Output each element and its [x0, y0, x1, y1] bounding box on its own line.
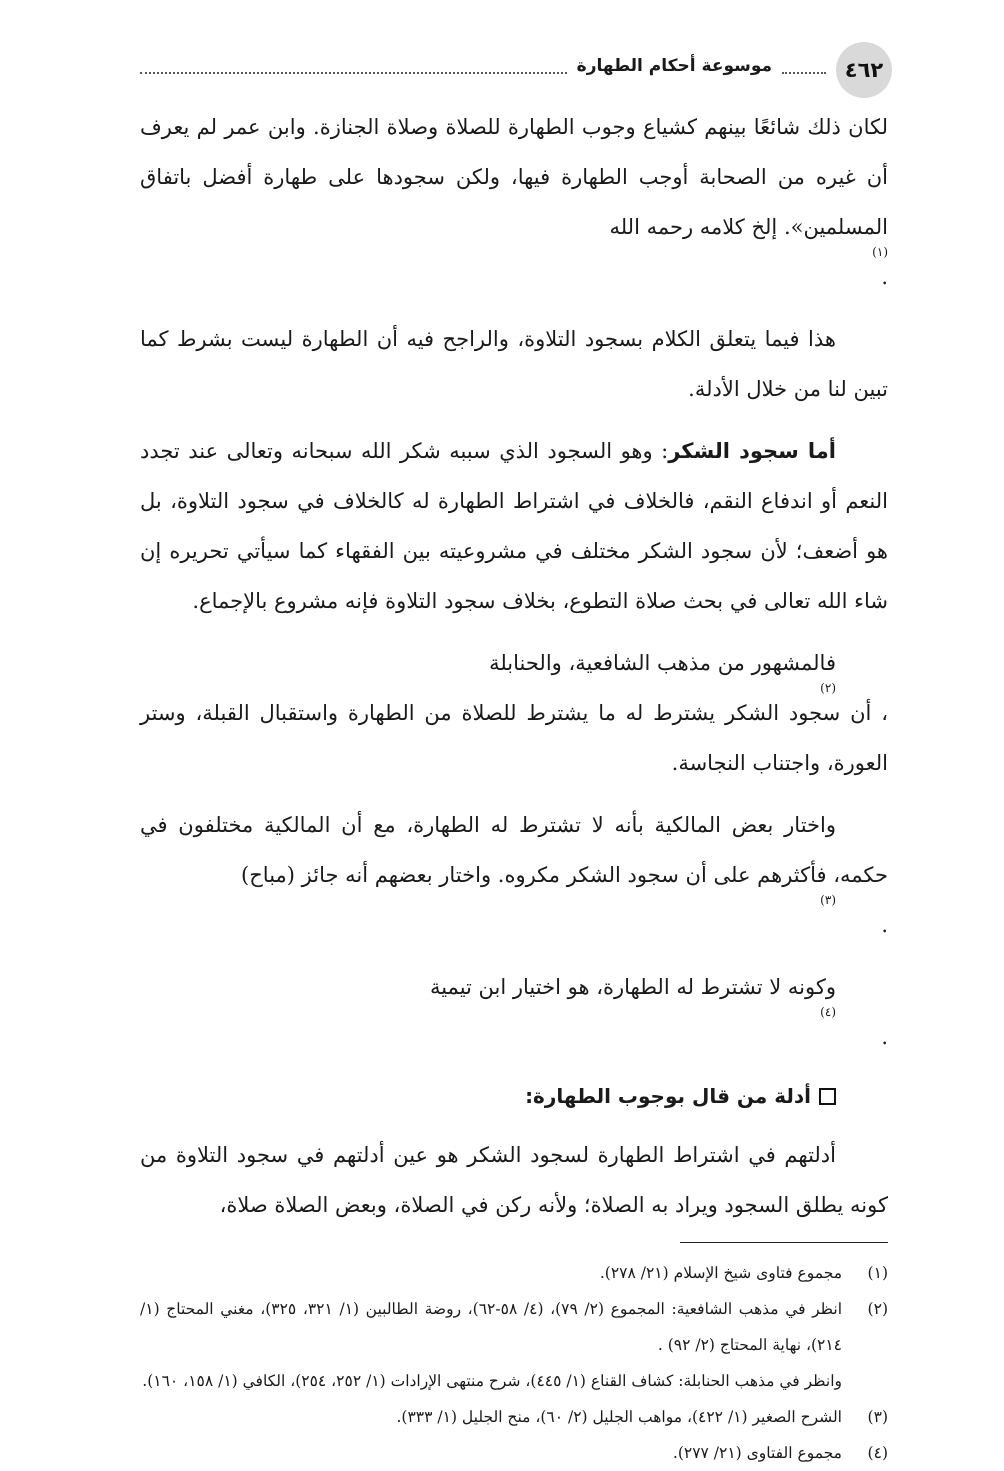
footnote-4 — [140, 1435, 888, 1471]
paragraph-6-text-a: وكونه لا تشترط له الطهارة، هو اختيار ابن تيمية — [429, 975, 836, 999]
footnote-number: (١) — [867, 1264, 888, 1282]
page-header — [140, 40, 888, 102]
footnote-3 — [140, 1399, 888, 1435]
running-title-row — [140, 56, 826, 76]
book-page — [140, 40, 888, 1471]
paragraph-2: هذا فيما يتعلق الكلام بسجود التلاوة، والراجح فيه أن الطهارة ليست بشرط كما تبين لنا من خلال الأدلة. — [140, 327, 888, 401]
page-number-badge — [836, 42, 892, 98]
paragraph-3 — [140, 426, 888, 626]
footnote-text: وانظر في مذهب الحنابلة: كشاف القناع (١/ ٤٤٥)، شرح منتهى الإرادات (١/ ٢٥٢، ٢٥٤)، الكافي (١/ ١٥٨، ١٦٠). — [142, 1372, 842, 1390]
section-heading-text: أدلة من قال بوجوب الطهارة: — [525, 1084, 811, 1108]
paragraph-4: فالمشهور من مذهب الشافعية، والحنابلة (٢) ، أن سجود الشكر يشترط له ما يشترط للصلاة من الطهارة واستقبال القبلة، وستر العورة، واجتناب النجاسة. — [140, 651, 888, 775]
footnote-separator — [680, 1242, 888, 1243]
footnote-2 — [140, 1291, 888, 1399]
paragraph-3-text: : وهو السجود الذي سببه شكر الله سبحانه وتعالى عند تجدد النعم أو اندفاع النقم، فالخلاف في اشتراط الطهارة له كالخلاف في سجود التلاوة، بل هو أضعف؛ لأن سجود الشكر مختلف في مشروعيته بين الفقهاء كما سيأتي تحريره إن شاء الله تعالى في بحث صلاة التطوع، بخلاف سجود التلاوة فإنه مشروع بالإجماع. — [140, 439, 888, 613]
square-bullet-icon — [819, 1088, 836, 1105]
paragraph-5-text-a: واختار بعض المالكية بأنه لا تشترط له الطهارة، مع أن المالكية مختلفون في حكمه، فأكثرهم على أن سجود الشكر مكروه. واختار بعضهم أنه جائز (مباح) — [140, 813, 888, 887]
paragraph-5-text-b: . — [881, 913, 888, 937]
dotted-leader-left — [140, 58, 567, 74]
section-heading — [140, 1074, 836, 1118]
paragraph-1-text: لكان ذلك شائعًا بينهم كشياع وجوب الطهارة للصلاة وصلاة الجنازة. وابن عمر لم يعرف أن غيره من الصحابة أوجب الطهارة فيها، ولكن سجودها على طهارة أفضل باتفاق المسلمين». إلخ كلامه رحمه الله — [140, 115, 888, 239]
footnote-number: (٢) — [867, 1300, 888, 1318]
paragraph-1-end: . — [881, 265, 888, 289]
page-number: ٤٦٢ — [844, 58, 884, 82]
footnote-1 — [140, 1255, 888, 1291]
paragraph-4-text-a: فالمشهور من مذهب الشافعية، والحنابلة — [489, 651, 836, 675]
footnote-text: انظر في مذهب الشافعية: المجموع (٢/ ٧٩)، (٤/ ٥٨-٦٢)، روضة الطالبين (١/ ٣٢١، ٣٢٥)، مغني المحتاج (١/ ٢١٤)، نهاية المحتاج (٢/ ٩٢) . — [140, 1300, 843, 1354]
paragraph-1: لكان ذلك شائعًا بينهم كشياع وجوب الطهارة للصلاة وصلاة الجنازة. وابن عمر لم يعرف أن غيره من الصحابة أوجب الطهارة فيها، ولكن سجودها على طهارة أفضل باتفاق المسلمين». إلخ كلامه رحمه الله (١) . — [140, 115, 888, 289]
paragraph-5: واختار بعض المالكية بأنه لا تشترط له الطهارة، مع أن المالكية مختلفون في حكمه، فأكثرهم على أن سجود الشكر مكروه. واختار بعضهم أنه جائز (مباح) (٣) . — [140, 813, 888, 937]
paragraph-6: وكونه لا تشترط له الطهارة، هو اختيار ابن تيمية (٤) . — [429, 975, 888, 1049]
footnote-number: (٤) — [867, 1444, 888, 1462]
footnote-text: الشرح الصغير (١/ ٤٢٢)، مواهب الجليل (٢/ ٦٠)، منح الجليل (١/ ٣٣٣). — [396, 1408, 842, 1426]
footnote-number: (٣) — [867, 1408, 888, 1426]
footnote-text: مجموع فتاوى شيخ الإسلام (٢١/ ٢٧٨). — [599, 1264, 842, 1282]
paragraph-3-lead: أما سجود الشكر — [668, 439, 836, 463]
paragraph-7: أدلتهم في اشتراط الطهارة لسجود الشكر هو عين أدلتهم في سجود التلاوة من كونه يطلق السجود ويراد به الصلاة؛ ولأنه ركن في الصلاة، وبعض الصلاة صلاة، — [140, 1143, 888, 1217]
footnote-text: مجموع الفتاوى (٢١/ ٢٧٧). — [672, 1444, 842, 1462]
running-title: موسوعة أحكام الطهارة — [576, 56, 772, 76]
paragraph-4-text-b: ، أن سجود الشكر يشترط له ما يشترط للصلاة من الطهارة واستقبال القبلة، وستر العورة، واجتناب النجاسة. — [140, 701, 888, 775]
paragraph-6-text-b: . — [881, 1025, 888, 1049]
dotted-leader-right — [782, 58, 826, 74]
